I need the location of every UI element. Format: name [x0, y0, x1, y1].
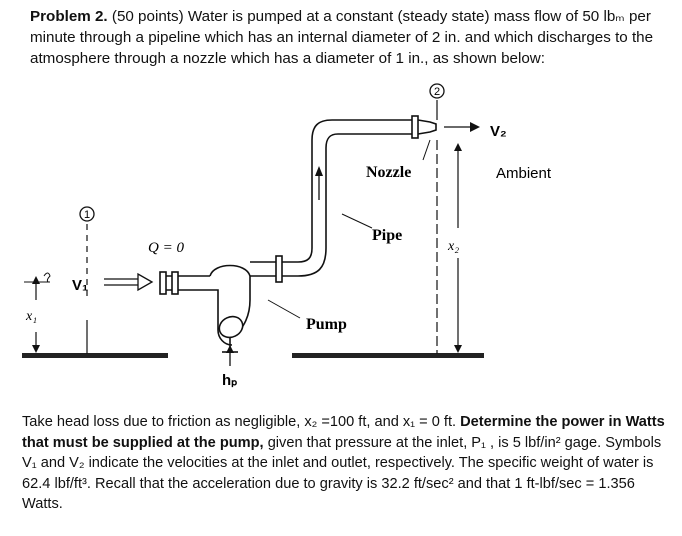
problem-details [22, 412, 678, 515]
x1-label: x₁ [26, 309, 38, 324]
ground-left [22, 353, 168, 358]
pump-label: Pump [306, 316, 347, 333]
point-1-label: 1 [83, 209, 91, 221]
hp-label: hₚ [222, 372, 238, 389]
v1-arrow [104, 274, 152, 290]
q-label: Q = 0 [148, 240, 184, 256]
footer-part2: given that pressure at the inlet, P₁ , is 5 lbf/in² gage. Symbols V₁ and V₂ indicate the velocities at the inlet and outlet, respectively. The specific weight of water is 62.4 lbf/ft³. Recall that the acceleration due to gravity is 32.2 ft/sec² and that 1 ft-lbf/sec = 1.356 Watts. [22, 434, 662, 512]
problem-body: (50 points) Water is pumped at a constant (steady state) mass flow of 50 lbₘ per minute through a pipeline which has an internal diameter of 2 in. and which discharges to the atmosphere through a nozzle which has a diameter of 1 in., as shown below: [30, 8, 654, 67]
footer-part1: Take head loss due to friction as negligible, x₂ =100 ft, and x₁ = 0 ft. [22, 414, 457, 430]
pump-leader [268, 300, 300, 318]
v1-label: V₁ [72, 277, 89, 294]
pipe-label: Pipe [372, 227, 403, 244]
ambient-label: Ambient [496, 165, 552, 182]
nozzle-label: Nozzle [366, 164, 412, 181]
ground-right [292, 353, 484, 358]
point-2-marker [430, 84, 444, 354]
problem-heading: Problem 2. [30, 8, 108, 25]
hp-arrow [226, 345, 234, 366]
pipe-leader [342, 214, 372, 228]
footer-bold: Determine the power in Watts that must be supplied at the pump, [22, 414, 665, 451]
point-2-label: 2 [433, 86, 441, 98]
v2-label: V₂ [490, 123, 507, 140]
flow-arrow-up [315, 166, 323, 200]
v2-arrow [444, 122, 480, 132]
x2-label: x₂ [448, 239, 460, 254]
nozzle-leader [423, 140, 430, 160]
